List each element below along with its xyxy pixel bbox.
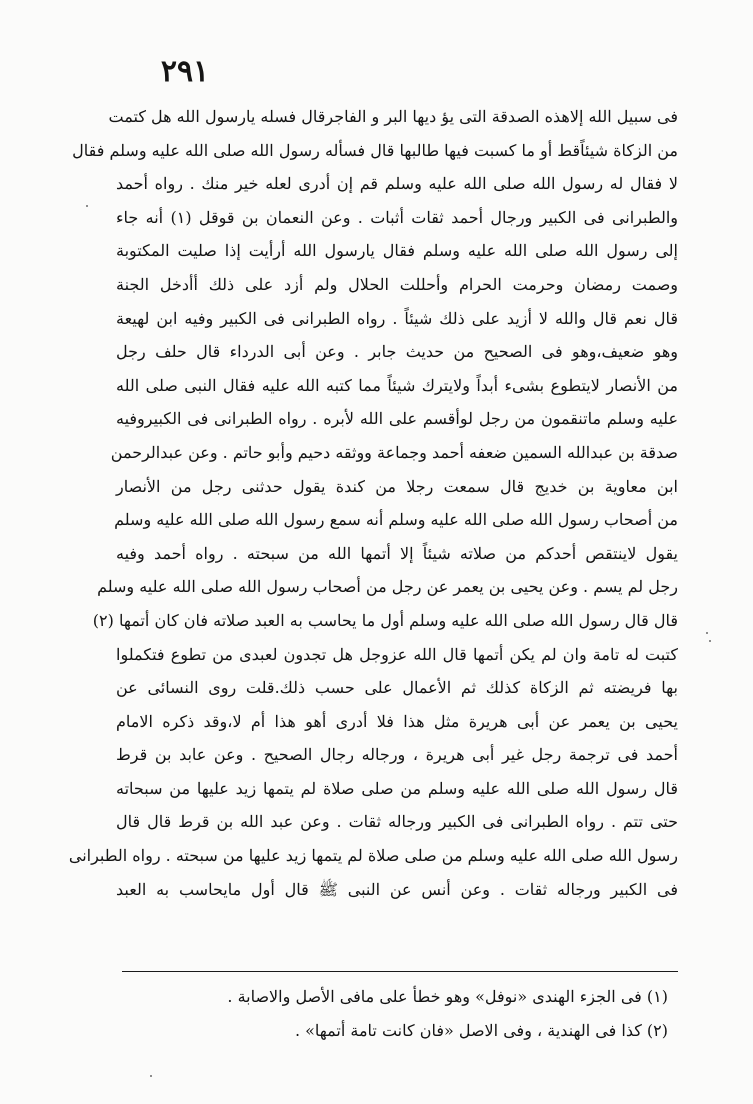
text-line: كتبت له تامة وان لم يكن أتمها قال الله عزوجل هل تجدون لعبدى من تطوع فتكملوا xyxy=(116,644,678,664)
footnotes-block xyxy=(116,980,678,1048)
text-line: فى الكبير ورجاله ثقات . وعن أنس عن النبى ﷺ قال أول مايحاسب به العبد xyxy=(116,879,678,899)
text-line: وهو ضعيف،وهو فى الصحيح من حديث جابر . وعن أبى الدرداء قال حلف رجل xyxy=(116,342,678,362)
text-line: رسول الله صلى الله عليه وسلم من صلى صلاة لم يتمها زيد عليها من سبحته . رواه الطبرانى xyxy=(68,846,678,866)
text-line: وصمت رمضان وحرمت الحرام وأحللت الحلال ولم أزد على ذلك أأدخل الجنة xyxy=(116,274,678,294)
text-line: والطبرانى فى الكبير ورجال أحمد ثقات أثبات . وعن النعمان بن قوقل (١) أنه جاء xyxy=(116,207,679,227)
text-line: من الزكاة شيئاًقط أو ما كسبت فيها طالبها قال فسأله رسول الله صلى الله عليه وسلم فقال xyxy=(72,140,678,160)
text-line: بها فريضته ثم الزكاة كذلك ثم الأعمال على حسب ذلك.قلت روى النسائى عن xyxy=(116,678,678,698)
text-line: صدقة بن عبدالله السمين ضعفه أحمد وجماعة ووثقه دحيم وأبو حاتم . وعن عبدالرحمن xyxy=(110,442,678,462)
footnote: (٢) كذا فى الهندية ، وفى الاصل «فان كانت تامة أتمها» . xyxy=(294,1021,668,1040)
text-line: فى سبيل الله إلاهذه الصدقة التى يؤ ديها البر و الفاجرقال فسله يارسول الله هل كتمت xyxy=(108,107,678,126)
text-line: ابن معاوية بن خديج قال سمعت رجلا من كندة يقول حدثنى رجل من الأنصار xyxy=(116,476,678,496)
text-line: حتى تتم . رواه الطبرانى فى الكبير ورجاله ثقات . وعن عبد الله بن قرط قال قال xyxy=(116,812,678,832)
footnote: (١) فى الجزء الهندى «نوفل» وهو خطأ على مافى الأصل والاصابة . xyxy=(227,987,668,1006)
text-line: يقول لاينتقص أحدكم من صلاته شيئاً إلا أتمها الله من سبحته . رواه أحمد وفيه xyxy=(116,543,678,563)
text-line: قال قال رسول الله صلى الله عليه وسلم أول ما يحاسب به العبد صلاته فان كان أتمها (٢) xyxy=(92,610,678,630)
main-text-block xyxy=(68,100,679,906)
text-line: يحيى بن يعمر عن أبى هريرة مثل هذا فلا أدرى أهو هذا أم لا،وقد ذكره الامام xyxy=(116,711,678,731)
footnote-separator-rule xyxy=(122,971,678,972)
text-line: إلى رسول الله صلى الله عليه وسلم فقال يارسول الله أرأيت إذا صليت المكتوبة xyxy=(116,241,678,261)
text-line: لا فقال له رسول الله صلى الله عليه وسلم قم إن أدرى لعله خير منك . رواه أحمد xyxy=(116,174,678,194)
text-line: من الأنصار لايتطوع بشىء أبداً ولايترك شيئاً مما كتبه الله عليه فقال النبى صلى الله xyxy=(116,375,678,395)
text-line: قال نعم قال والله لا أزيد على ذلك شيئاً . رواه الطبرانى فى الكبير وفيه ابن لهيعة xyxy=(116,308,678,328)
page-number: ٢٩١ xyxy=(160,54,210,89)
text-line: رجل لم يسم . وعن يحيى بن يعمر عن رجل من أصحاب رسول الله صلى الله عليه وسلم xyxy=(97,577,678,597)
text-line: أحمد فى ترجمة رجل غير أبى هريرة ، ورجاله رجال الصحيح . وعن عابد بن قرط xyxy=(116,745,679,765)
text-line: عليه وسلم ماتنقمون من رجل لوأقسم على الله لأبره . رواه الطبرانى فى الكبيروفيه xyxy=(116,409,678,429)
text-line: قال رسول الله صلى الله عليه وسلم من صلى صلاة لم يتمها زيد عليها من سبحاته xyxy=(116,778,678,798)
text-line: من أصحاب رسول الله صلى الله عليه وسلم أنه سمع رسول الله صلى الله عليه وسلم xyxy=(114,510,678,530)
